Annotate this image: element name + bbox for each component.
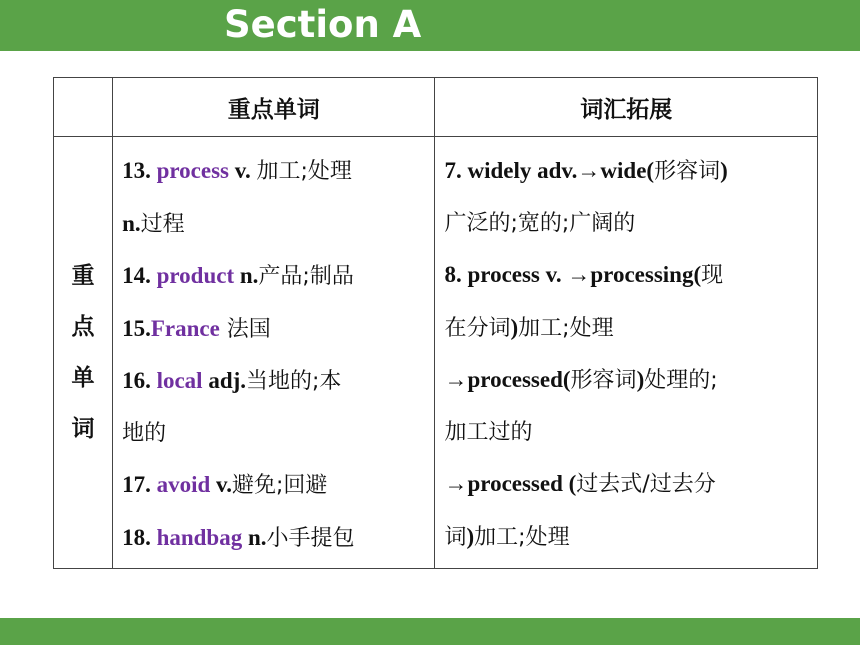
chinese-text: 现 [701, 263, 724, 288]
entry-number: 18. [122, 524, 157, 550]
entry-number: 14. [122, 263, 157, 288]
keyword: avoid [156, 472, 211, 497]
key-words-list [113, 137, 435, 569]
key-word-line [122, 512, 428, 565]
vocab-expansion-line [444, 511, 811, 564]
chinese-text: 产品;制品 [258, 264, 354, 289]
english-text: n. [234, 263, 259, 288]
chinese-text: 词 [444, 524, 467, 550]
entry-number: 15. [122, 315, 151, 341]
vocab-expansion-line [444, 407, 811, 459]
chinese-text: 法国 [219, 316, 271, 342]
table-row [54, 137, 818, 569]
chinese-text: 处理的; [644, 368, 718, 393]
entry-number: 16. [122, 368, 157, 393]
chinese-text: 在分词 [444, 315, 511, 341]
keyword: handbag [156, 524, 243, 550]
chinese-text: 小手提包 [266, 525, 355, 551]
table-header-row [54, 78, 818, 137]
english-text: ) [720, 158, 728, 183]
keyword: France [150, 315, 220, 341]
row-label-char: 单 [71, 364, 95, 391]
vocab-expansion-line [444, 458, 811, 511]
entry-number: 13. [122, 158, 157, 183]
chinese-text: 广泛的;宽的;广阔的 [444, 210, 636, 236]
title-banner [0, 0, 860, 51]
chinese-text: 加工过的 [444, 419, 533, 445]
key-word-line [122, 408, 428, 460]
english-text: ) [510, 314, 519, 340]
english-text: →processed ( [444, 471, 577, 496]
vocab-expansion-line [444, 145, 811, 198]
keyword: process [156, 158, 229, 183]
chinese-text: 加工;处理 [256, 159, 352, 184]
english-text: n. [242, 524, 267, 550]
keyword: product [156, 263, 235, 288]
key-word-line [122, 250, 428, 303]
english-text: adj. [202, 368, 247, 393]
row-label-char: 重 [71, 262, 95, 289]
key-word-line [122, 355, 428, 408]
chinese-text: 形容词 [570, 368, 637, 393]
key-word-line [122, 459, 428, 512]
chinese-text: 避免;回避 [231, 473, 328, 498]
header-cell-vocab-expansion: 词汇拓展 [435, 78, 818, 137]
header-cell-key-words: 重点单词 [113, 78, 435, 137]
chinese-text: 加工;处理 [518, 315, 614, 341]
chinese-text: 加工;处理 [474, 524, 570, 550]
key-word-line [122, 303, 428, 356]
vocab-expansion-line [444, 302, 811, 355]
english-text: 8. process v. →processing( [444, 262, 702, 287]
row-label-char: 词 [71, 415, 95, 442]
chinese-text: 过程 [140, 211, 185, 237]
entry-number: 17. [122, 472, 157, 497]
english-text: ) [636, 367, 645, 392]
chinese-text: 过去式/过去分 [576, 472, 716, 497]
chinese-text: 形容词 [654, 159, 721, 184]
english-text: v. [228, 158, 257, 183]
vocab-expansion-line [444, 198, 811, 250]
row-label-key-words [54, 137, 113, 569]
vocab-expansion-list [435, 137, 818, 569]
row-label-char: 点 [71, 313, 95, 340]
section-title: Section A [224, 3, 422, 46]
chinese-text: 当地的;本 [246, 369, 342, 394]
english-text: ) [466, 523, 475, 549]
footer-bar [0, 618, 860, 645]
keyword: local [156, 368, 203, 393]
english-text: 7. widely adv.→wide( [444, 158, 655, 183]
english-text: n. [122, 210, 141, 236]
vocabulary-table [53, 77, 818, 569]
english-text: v. [210, 472, 232, 497]
key-word-line [122, 145, 428, 198]
vocab-expansion-line [444, 249, 811, 302]
header-cell-empty [54, 78, 113, 137]
english-text: →processed( [444, 367, 571, 392]
key-word-line [122, 198, 428, 251]
vocab-expansion-line [444, 354, 811, 407]
chinese-text: 地的 [122, 420, 167, 446]
